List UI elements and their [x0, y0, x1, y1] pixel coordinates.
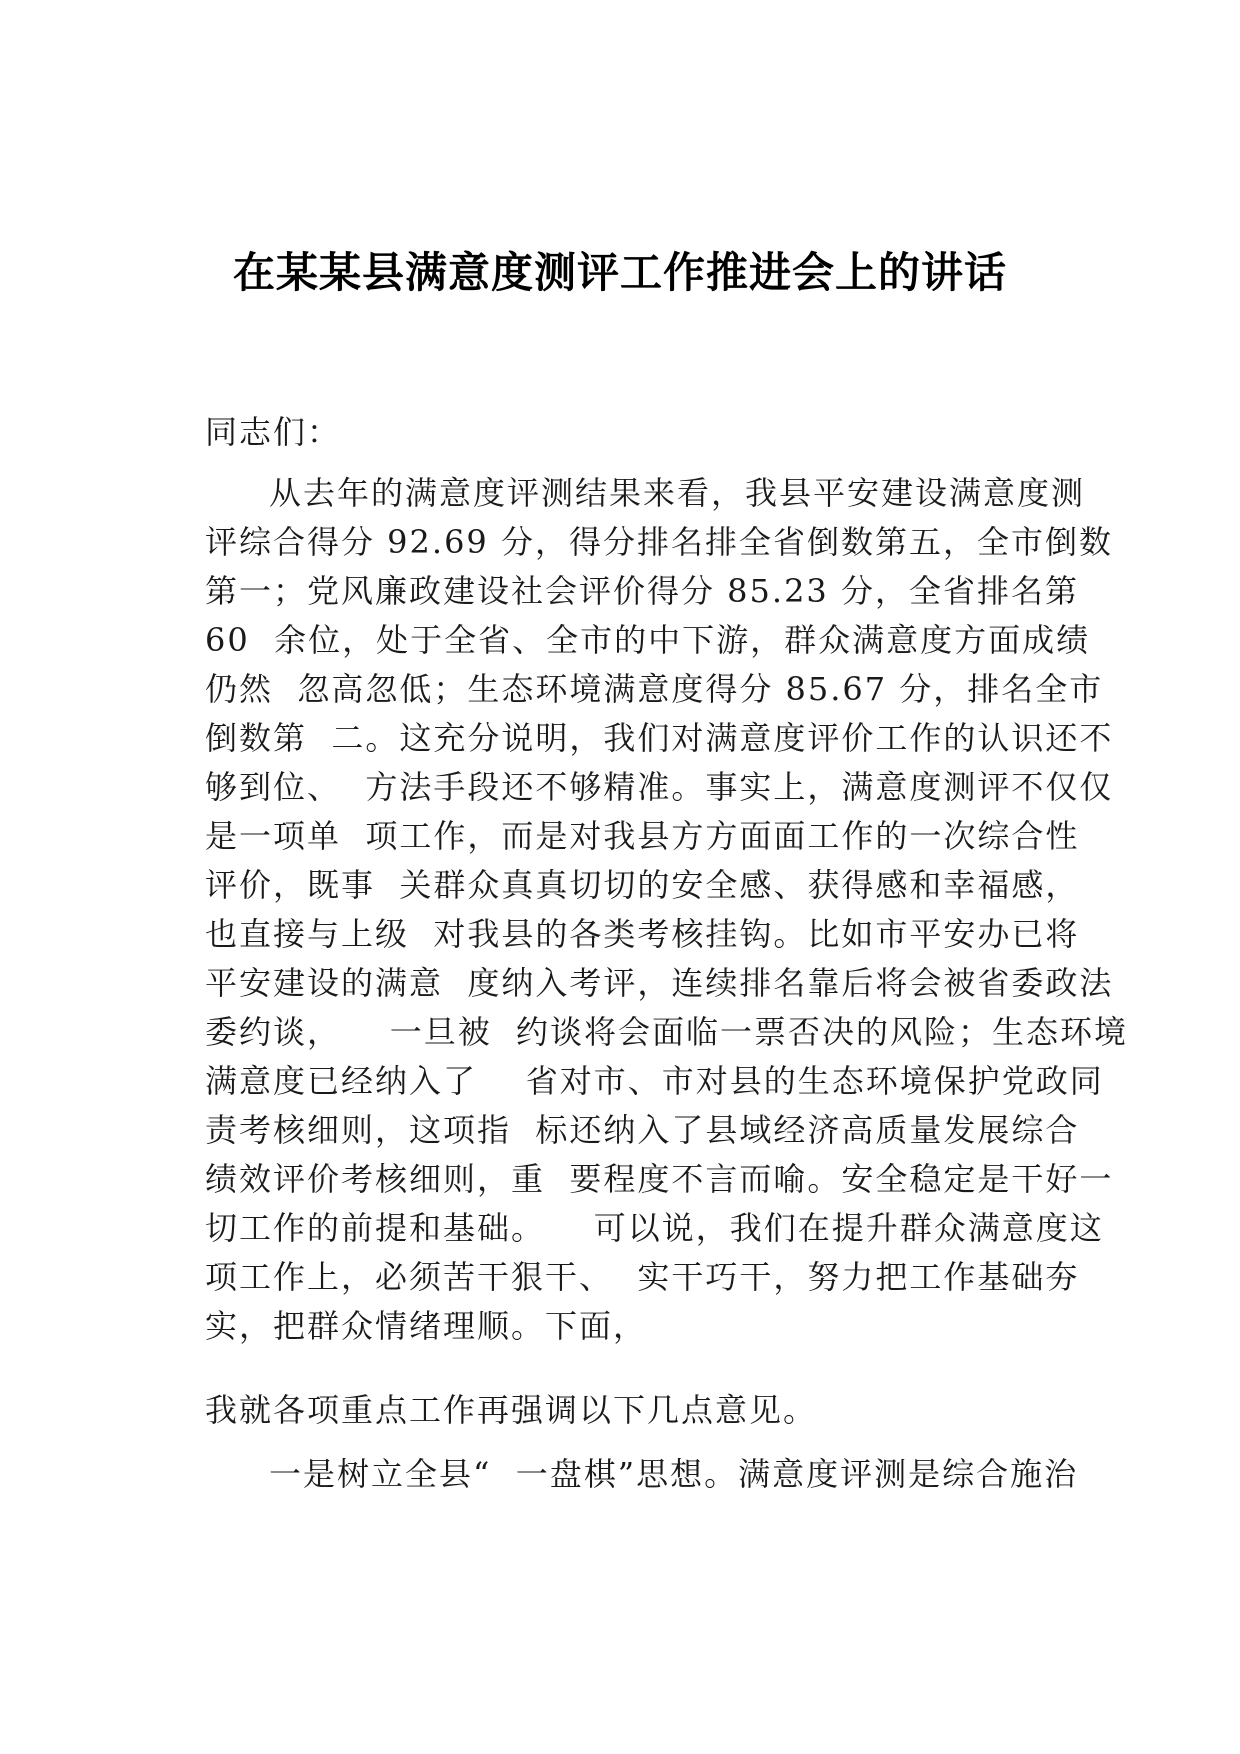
body-line: 60 余位，处于全省、全市的中下游，群众满意度方面成绩: [205, 621, 1091, 659]
body-line: 委约谈， 一旦被 约谈将会面临一票否决的风险；生态环境: [205, 1013, 1129, 1051]
body-line: 满意度已经纳入了 省对市、市对县的生态环境保护党政同: [205, 1062, 1104, 1100]
body-line: 也直接与上级 对我县的各类考核挂钩。比如市平安办已将: [205, 915, 1080, 953]
body-line: 第一；党风廉政建设社会评价得分 85.23 分，全省排名第: [205, 572, 1079, 610]
salutation: 同志们：: [205, 413, 342, 451]
closing-line: 我就各项重点工作再强调以下几点意见。: [205, 1391, 818, 1429]
point-one-line: 一是树立全县“ 一盘棋”思想。满意度评测是综合施治: [269, 1455, 1079, 1493]
body-line: 绩效评价考核细则，重 要程度不言而喻。安全稳定是干好一: [205, 1160, 1114, 1198]
body-line: 平安建设的满意 度纳入考评，连续排名靠后将会被省委政法: [205, 964, 1114, 1002]
body-line: 评价，既事 关群众真真切切的安全感、获得感和幸福感，: [205, 866, 1080, 904]
body-line: 实，把群众情绪理顺。下面，: [205, 1307, 648, 1345]
body-line: 评综合得分 92.69 分，得分排名排全省倒数第五，全市倒数: [205, 523, 1113, 561]
body-line: 倒数第 二。这充分说明，我们对满意度评价工作的认识还不: [205, 719, 1114, 757]
body-line: 够到位、 方法手段还不够精准。事实上，满意度测评不仅仅: [205, 768, 1114, 806]
body-line: 仍然 忽高忽低；生态环境满意度得分 85.67 分，排名全市: [205, 670, 1104, 708]
body-line: 是一项单 项工作，而是对我县方方面面工作的一次综合性: [205, 817, 1080, 855]
body-line: 项工作上，必须苦干狠干、 实干巧干，努力把工作基础夯: [205, 1258, 1080, 1296]
body-line: 从去年的满意度评测结果来看，我县平安建设满意度测: [269, 474, 1086, 512]
body-line: 切工作的前提和基础。 可以说，我们在提升群众满意度这: [205, 1209, 1104, 1247]
document-title: 在某某县满意度测评工作推进会上的讲话: [232, 248, 1007, 297]
body-line: 责考核细则，这项指 标还纳入了县域经济高质量发展综合: [205, 1111, 1080, 1149]
